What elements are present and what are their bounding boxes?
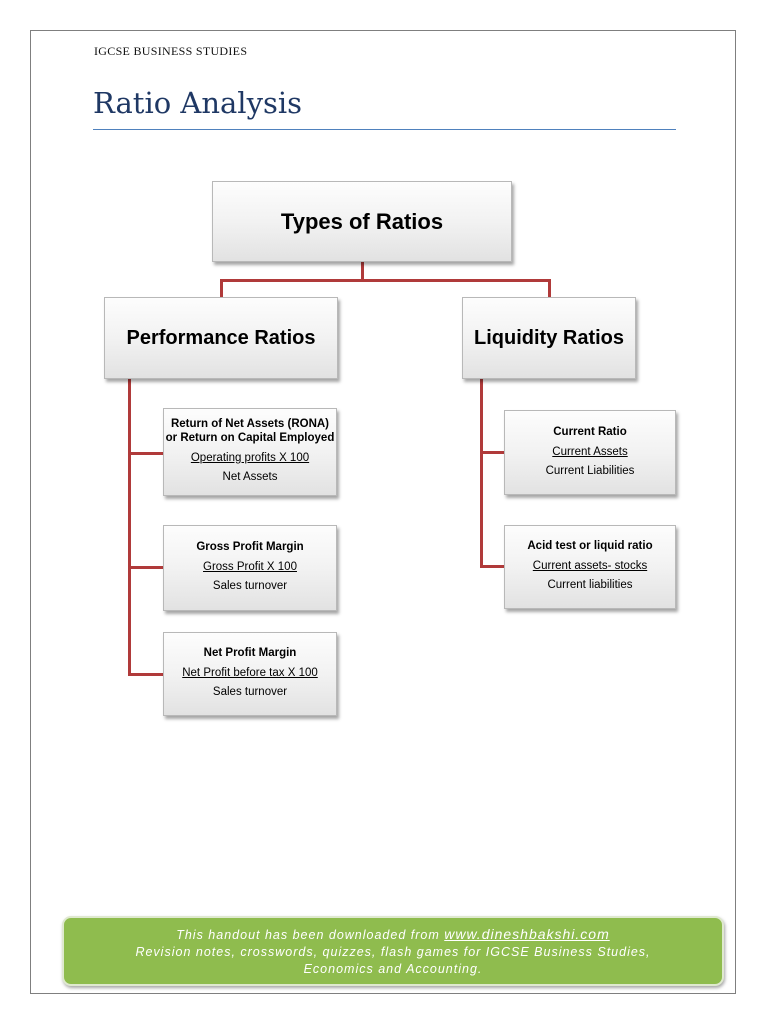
types-of-ratios-label: Types of Ratios [280, 208, 444, 234]
connector-performance-spine [128, 379, 131, 675]
performance-ratios-label: Performance Ratios [126, 326, 316, 349]
connector-to-liquidity [548, 279, 551, 298]
gross-profit-margin-name: Gross Profit Margin [196, 541, 304, 553]
connector-root-stem [361, 262, 364, 280]
rona-numerator: Operating profits X 100 [190, 452, 310, 464]
page-border [30, 30, 736, 994]
connector-acid-test [480, 565, 505, 568]
current-ratio-box [504, 410, 676, 495]
running-header: IGCSE BUSINESS STUDIES [94, 44, 248, 58]
acid-test-denominator: Current liabilities [547, 579, 633, 591]
footer-url-link[interactable]: www.dineshbakshi.com [444, 926, 610, 942]
page-title: Ratio Analysis [93, 86, 303, 120]
acid-test-box [504, 525, 676, 609]
gross-profit-margin-numerator: Gross Profit X 100 [203, 561, 297, 573]
types-of-ratios-box [212, 181, 512, 262]
connector-net-profit [128, 673, 164, 676]
net-profit-margin-name: Net Profit Margin [203, 647, 297, 659]
current-ratio-numerator: Current Assets [552, 445, 628, 458]
gross-profit-margin-box [163, 525, 337, 611]
current-ratio-denominator: Current Liabilities [545, 464, 635, 477]
net-profit-margin-box [163, 632, 337, 716]
connector-top-horizontal [220, 279, 551, 282]
liquidity-ratios-label: Liquidity Ratios [474, 326, 624, 349]
rona-box [163, 408, 337, 496]
connector-to-performance [220, 279, 223, 298]
footer-banner [62, 916, 724, 986]
liquidity-ratios-box [462, 297, 636, 379]
footer-line-3: Economics and Accounting. [303, 962, 483, 976]
footer-line-1 [64, 926, 722, 944]
net-profit-margin-denominator: Sales turnover [212, 686, 288, 698]
connector-liquidity-spine [480, 379, 483, 568]
performance-ratios-box [104, 297, 338, 379]
acid-test-numerator: Current assets- stocks [532, 560, 648, 572]
title-underline [93, 129, 676, 130]
current-ratio-name: Current Ratio [553, 425, 627, 438]
connector-current-ratio [480, 451, 505, 454]
footer-prefix: This handout has been downloaded from [176, 928, 445, 942]
rona-name: Return of Net Assets (RONA) or Return on Capital Employed [165, 418, 335, 444]
footer-line-2: Revision notes, crosswords, quizzes, flash games for IGCSE Business Studies, [135, 945, 651, 959]
connector-gross-profit [128, 566, 164, 569]
net-profit-margin-numerator: Net Profit before tax X 100 [182, 667, 318, 679]
gross-profit-margin-denominator: Sales turnover [212, 580, 288, 592]
connector-rona [128, 452, 164, 455]
acid-test-name: Acid test or liquid ratio [527, 540, 653, 552]
rona-denominator: Net Assets [222, 471, 278, 483]
